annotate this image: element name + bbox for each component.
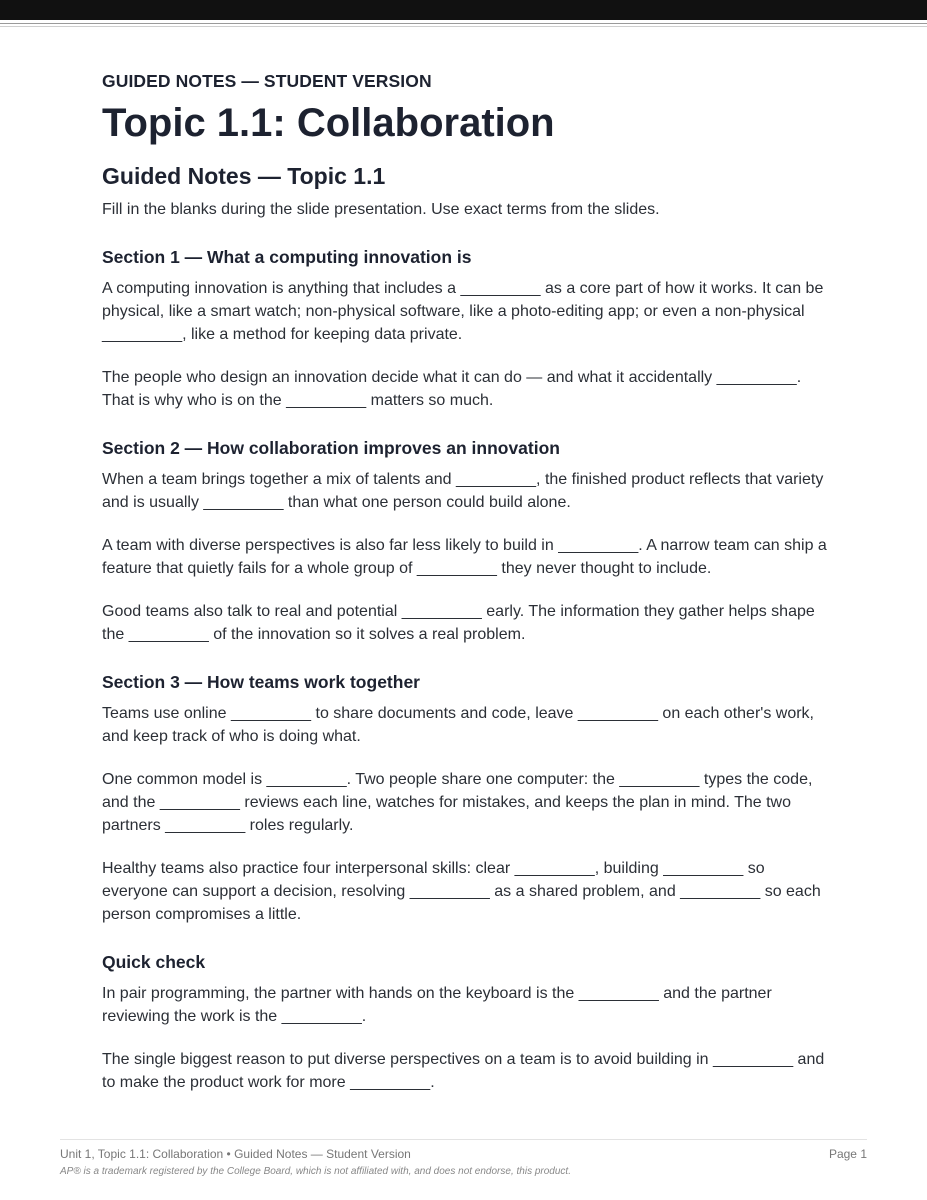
- top-bar: [0, 0, 927, 20]
- page-number: Page 1: [828, 1147, 867, 1161]
- section-paragraph: A team with diverse perspectives is also far less likely to build in _________. A narrow team can ship a feature that quietly fails for a whole group of _________ they never thought to include.: [102, 537, 827, 577]
- document-body: [102, 70, 832, 1094]
- section-heading: Section 3 — How teams work together: [102, 672, 420, 692]
- section-heading: Section 2 — How collaboration improves an innovation: [102, 438, 560, 458]
- section-paragraph: One common model is _________. Two people share one computer: the _________ types the code, and the _________ reviews each line, watches for mistakes, and keeps the plan in mind. The two partners _________ roles regularly.: [102, 771, 813, 834]
- quick-check-section: [102, 950, 832, 1094]
- footer-rule: [60, 1139, 867, 1140]
- page-subtitle: Guided Notes — Topic 1.1: [102, 163, 386, 189]
- document-kicker: GUIDED NOTES — STUDENT VERSION: [102, 71, 432, 91]
- section-paragraph: Teams use online _________ to share documents and code, leave _________ on each other's work, and keep track of who is doing what.: [102, 705, 814, 745]
- section-3: [102, 670, 832, 926]
- instructions-text: Fill in the blanks during the slide presentation. Use exact terms from the slides.: [102, 201, 660, 218]
- section-paragraph: Good teams also talk to real and potential _________ early. The information they gather helps shape the _________ of the innovation so it solves a real problem.: [102, 603, 815, 643]
- section-paragraph: The people who design an innovation decide what it can do — and what it accidentally _________. That is why who is on the _________ matters so much.: [102, 369, 802, 409]
- page-title: Topic 1.1: Collaboration: [102, 101, 555, 145]
- section-2: [102, 436, 832, 646]
- section-heading: Section 1 — What a computing innovation is: [102, 247, 472, 267]
- header-rule-thin: [0, 26, 927, 27]
- section-paragraph: The single biggest reason to put diverse perspectives on a team is to avoid building in _________ and to make the product work for more _________.: [102, 1051, 825, 1091]
- section-paragraph: A computing innovation is anything that includes a _________ as a core part of how it works. It can be physical, like a smart watch; non-physical software, like a photo-editing app; or even a non-physical _________, like a method for keeping data private.: [102, 280, 824, 343]
- section-heading: Quick check: [102, 952, 206, 972]
- header-rule: [0, 23, 927, 24]
- section-paragraph: Healthy teams also practice four interpersonal skills: clear _________, building _________ so everyone can support a decision, resolving _________ as a shared problem, and _________ so each person compromises a little.: [102, 860, 821, 923]
- section-paragraph: When a team brings together a mix of talents and _________, the finished product reflects that variety and is usually _________ than what one person could build alone.: [102, 471, 824, 511]
- trademark-note: AP® is a trademark registered by the College Board, which is not affiliated with, and does not endorse, this product.: [60, 1166, 571, 1177]
- section-1: [102, 245, 832, 412]
- footer-text: Unit 1, Topic 1.1: Collaboration • Guided Notes — Student Version: [60, 1147, 411, 1161]
- section-paragraph: In pair programming, the partner with hands on the keyboard is the _________ and the partner reviewing the work is the _________.: [102, 985, 772, 1025]
